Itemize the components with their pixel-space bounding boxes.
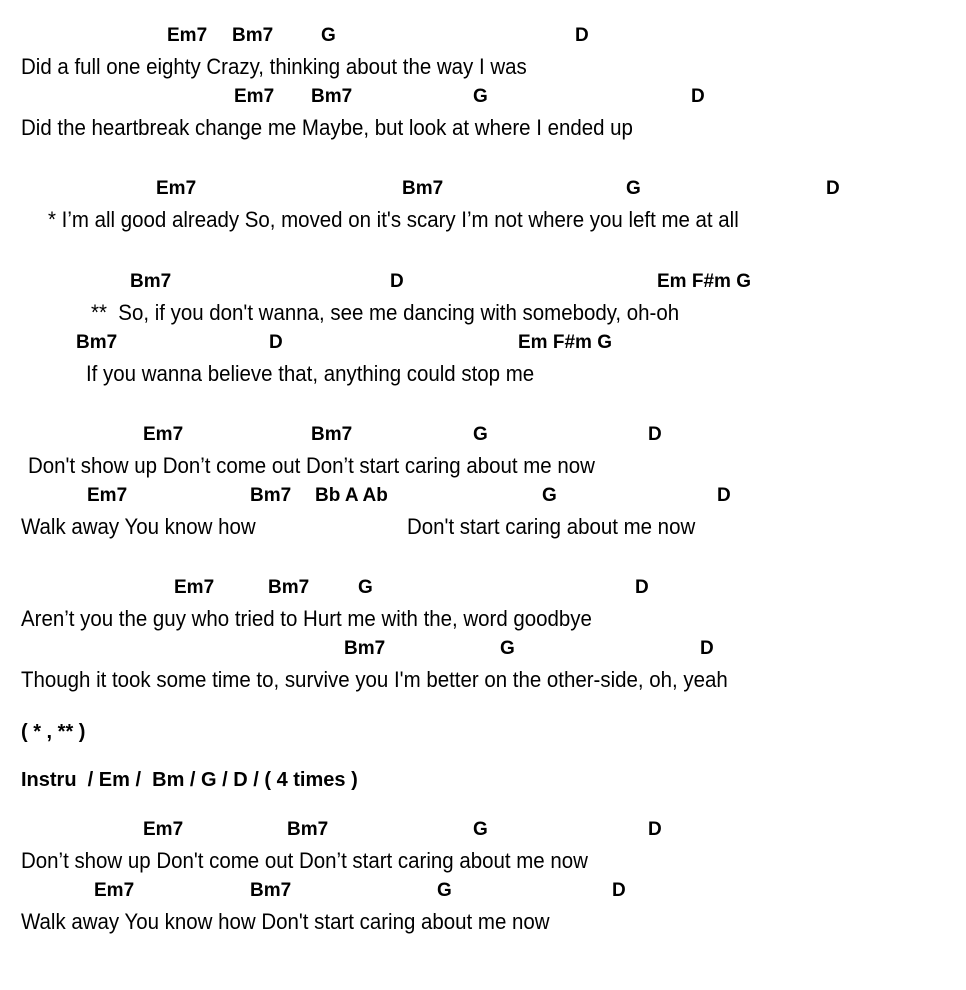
- lyric-text: * I’m all good already So, moved on it's scary I’m not where you left me at all: [48, 207, 739, 232]
- chord: Em7: [87, 485, 128, 506]
- lyric-line: [0, 53, 966, 83]
- chord: Bm7: [232, 25, 274, 46]
- lyric-text: If you wanna believe that, anything could stop me: [86, 361, 535, 386]
- chord-line: [0, 331, 966, 361]
- repeat-marker: ( * , ** ): [21, 721, 86, 743]
- chord: D: [575, 25, 589, 46]
- chord: Bm7: [130, 271, 172, 292]
- instrumental-text: Instru / Em / Bm / G / D / ( 4 times ): [21, 769, 358, 791]
- chord: G: [473, 424, 488, 445]
- chord: Bb A Ab: [315, 485, 388, 506]
- lyric-text: Did a full one eighty Crazy, thinking about the way I was: [21, 54, 527, 79]
- chord: D: [826, 178, 840, 199]
- chord: Bm7: [311, 424, 353, 445]
- chord-line: [0, 24, 966, 54]
- chord: G: [542, 485, 557, 506]
- lyric-line: [0, 114, 966, 144]
- lyric-text: Don't start caring about me now: [407, 514, 696, 539]
- chord: Em7: [167, 25, 208, 46]
- chord: G: [500, 638, 515, 659]
- lyric-text: Don't show up Don’t come out Don’t start caring about me now: [28, 453, 595, 478]
- lyric-text: Though it took some time to, survive you I'm better on the other-side, oh, yeah: [21, 667, 728, 692]
- lyric-text: Don’t show up Don't come out Don’t start caring about me now: [21, 848, 588, 873]
- chord: Bm7: [250, 485, 292, 506]
- chord: Bm7: [287, 819, 329, 840]
- chord-line: [0, 879, 966, 909]
- lyric-text: Walk away You know how Don't start caring about me now: [21, 909, 550, 934]
- lyric-line: [0, 513, 966, 543]
- lyric-line: [0, 452, 966, 482]
- lyric-text: Walk away You know how: [21, 514, 256, 539]
- chord-line: [0, 177, 966, 207]
- chord: Bm7: [268, 577, 310, 598]
- chord: G: [473, 86, 488, 107]
- chord-line: [0, 637, 966, 667]
- lyric-line: [0, 360, 966, 390]
- repeat-marker-line: [0, 719, 966, 749]
- chord: Bm7: [402, 178, 444, 199]
- lyric-line: [0, 605, 966, 635]
- chord-line: [0, 85, 966, 115]
- lyric-line: [0, 908, 966, 938]
- chord: Em7: [143, 819, 184, 840]
- chord: D: [269, 332, 283, 353]
- lyric-line: [0, 206, 966, 236]
- chord-line: [0, 484, 966, 514]
- chord: Em7: [234, 86, 275, 107]
- lyric-text: Did the heartbreak change me Maybe, but look at where I ended up: [21, 115, 633, 140]
- lyric-text: Aren’t you the guy who tried to Hurt me with the, word goodbye: [21, 606, 592, 631]
- chord: Bm7: [76, 332, 118, 353]
- chord: D: [612, 880, 626, 901]
- chord: Em F#m G: [657, 271, 751, 292]
- chord: G: [626, 178, 641, 199]
- lyric-line: [0, 666, 966, 696]
- chord: Bm7: [311, 86, 353, 107]
- chord: G: [437, 880, 452, 901]
- chord-line: [0, 818, 966, 848]
- chord: G: [321, 25, 336, 46]
- chord: Em7: [143, 424, 184, 445]
- chord: D: [635, 577, 649, 598]
- chord: G: [358, 577, 373, 598]
- chord: D: [691, 86, 705, 107]
- chord: Bm7: [344, 638, 386, 659]
- lyric-line: [0, 299, 966, 329]
- chord: Em7: [174, 577, 215, 598]
- chord: D: [390, 271, 404, 292]
- instrumental-line: [0, 767, 966, 797]
- lyric-text: ** So, if you don't wanna, see me dancing with somebody, oh-oh: [91, 300, 680, 325]
- chord: D: [717, 485, 731, 506]
- chord: Em7: [94, 880, 135, 901]
- chord: G: [473, 819, 488, 840]
- lyric-line: [0, 847, 966, 877]
- chord-line: [0, 423, 966, 453]
- chord: Bm7: [250, 880, 292, 901]
- chord: D: [648, 424, 662, 445]
- chord: D: [648, 819, 662, 840]
- chord-line: [0, 270, 966, 300]
- chord: Em7: [156, 178, 197, 199]
- chord: Em F#m G: [518, 332, 612, 353]
- chord: D: [700, 638, 714, 659]
- chord-line: [0, 576, 966, 606]
